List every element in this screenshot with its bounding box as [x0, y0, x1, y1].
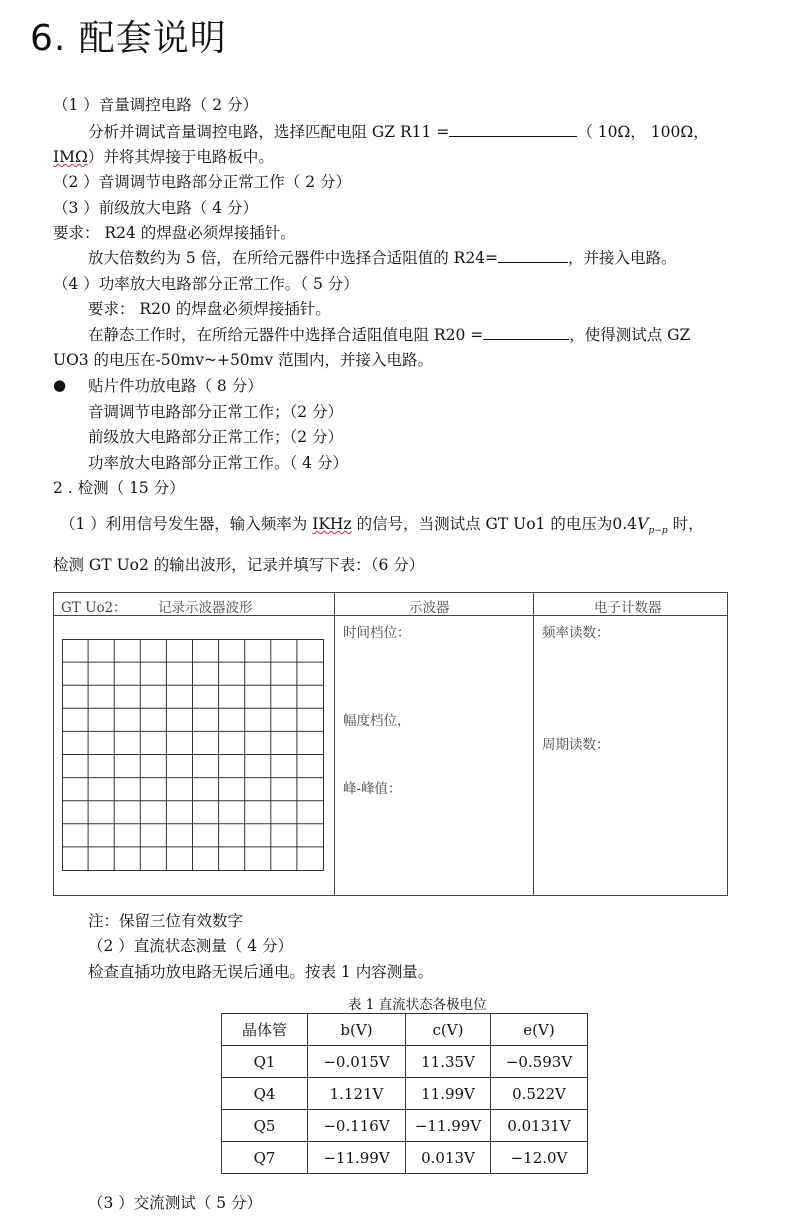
r24-tail: ，并接入电路。: [568, 249, 677, 267]
time-scale-label: 时间档位：: [343, 625, 411, 641]
header-gt-uo2: GT Uo2：: [61, 600, 127, 616]
siggen-tail: 时，: [672, 515, 704, 533]
vpp-label: 峰-峰值：: [343, 781, 402, 797]
vpp-subscript: p−p: [648, 526, 668, 537]
table-cell: 11.99V: [406, 1078, 491, 1110]
note: 注：保留三位有效数字: [88, 912, 244, 930]
table-cell: −11.99V: [406, 1110, 491, 1142]
line-r20: [88, 325, 690, 345]
waveform-grid: [62, 639, 324, 871]
r24-blank: [498, 248, 568, 263]
table-row: [222, 1046, 588, 1078]
table-cell: 1.121V: [308, 1078, 406, 1110]
table-cell: Q5: [222, 1110, 308, 1142]
table-cell: −12.0V: [491, 1142, 588, 1174]
siggen-text2: 的信号，当测试点 GT Uo1 的电压为: [356, 515, 613, 533]
table-row: [222, 1110, 588, 1142]
header-cell: b(V): [308, 1014, 406, 1046]
table1: [221, 1013, 588, 1174]
r24-text: 放大倍数约为 5 倍，在所给元器件中选择合适阻值的 R24=: [88, 249, 499, 267]
section-detection: 2 . 检测（ 15 分）: [53, 479, 185, 497]
header-oscilloscope: 示波器: [409, 600, 450, 616]
table-cell: Q4: [222, 1078, 308, 1110]
line-record: 检测 GT Uo2 的输出波形，记录并填写下表：（6 分）: [53, 556, 425, 574]
item-ac-test: （3 ）交流测试（ 5 分）: [88, 1194, 263, 1212]
r11-blank: [449, 122, 577, 137]
table-cell: −0.116V: [308, 1110, 406, 1142]
imohm-text: IMΩ: [53, 148, 88, 166]
siggen-text: （1 ）利用信号发生器，输入频率为: [60, 515, 308, 533]
table-cell: 0.013V: [406, 1142, 491, 1174]
item-dc-measure: （2 ）直流状态测量（ 4 分）: [88, 937, 294, 955]
col-divider-2: [533, 593, 534, 895]
header-cell: e(V): [491, 1014, 588, 1046]
table-cell: Q7: [222, 1142, 308, 1174]
table-cell: −0.593V: [491, 1046, 588, 1078]
line-r11: [88, 122, 709, 142]
col-divider-1: [334, 593, 335, 895]
bullet-icon: ●: [53, 376, 67, 394]
table-row: [222, 1142, 588, 1174]
record-table: [53, 592, 728, 896]
amp-scale-label: 幅度档位，: [343, 713, 411, 729]
item-smd-amp: 贴片件功放电路（ 8 分）: [88, 377, 263, 395]
r20-text: 在静态工作时，在所给元器件中选择合适阻值电阻 R20 =: [88, 326, 484, 344]
table-cell: 11.35V: [406, 1046, 491, 1078]
table-cell: −11.99V: [308, 1142, 406, 1174]
dc-instruction: 检查直插功放电路无误后通电。按表 1 内容测量。: [88, 963, 434, 981]
sub-power: 功率放大电路部分正常工作。（ 4 分）: [88, 454, 348, 472]
item-volume-control: （1 ）音量调控电路（ 2 分）: [53, 96, 259, 114]
page-title: 6. 配套说明: [30, 18, 227, 59]
header-counter: 电子计数器: [594, 600, 662, 616]
sub-tone: 音调调节电路部分正常工作；（2 分）: [88, 403, 344, 421]
vpp-symbol: V: [636, 514, 649, 533]
vpp-value: [612, 514, 668, 537]
table-cell: Q1: [222, 1046, 308, 1078]
line-signal-gen: [60, 514, 704, 541]
r20-tail: ，使得测试点 GZ: [569, 326, 691, 344]
freq-reading-label: 频率读数：: [542, 625, 610, 641]
line-r11-cont: [53, 147, 274, 167]
table-row: [222, 1014, 588, 1046]
req-r24: 要求： R24 的焊盘必须焊接插针。: [53, 224, 296, 242]
header-record-waveform: 记录示波器波形: [158, 600, 253, 616]
r20-blank: [483, 325, 569, 340]
item-preamp: （3 ）前级放大电路（ 4 分）: [53, 199, 259, 217]
r11-cont-text: ）并将其焊接于电路板中。: [87, 148, 274, 166]
line-r24: [88, 248, 677, 268]
item-tone-control: （2 ）音调调节电路部分正常工作（ 2 分）: [53, 173, 352, 191]
item-power-amp: （4 ）功率放大电路部分正常工作。（ 5 分）: [53, 275, 359, 293]
table-row: [222, 1078, 588, 1110]
table-cell: 0.522V: [491, 1078, 588, 1110]
line-uo3: UO3 的电压在-50mv~+50mv 范围内，并接入电路。: [53, 351, 434, 369]
table-cell: −0.015V: [308, 1046, 406, 1078]
header-cell: 晶体管: [222, 1014, 308, 1046]
header-cell: c(V): [406, 1014, 491, 1046]
freq-text: IKHz: [312, 515, 352, 533]
sub-preamp: 前级放大电路部分正常工作；（2 分）: [88, 428, 344, 446]
table1-caption: 表 1 直流状态各极电位: [348, 997, 487, 1013]
r11-options: （ 10Ω， 100Ω，: [577, 123, 709, 141]
req-r20: 要求： R20 的焊盘必须焊接插针。: [88, 300, 331, 318]
vpp-number: 0.4: [612, 515, 637, 533]
table-cell: 0.0131V: [491, 1110, 588, 1142]
r11-text: 分析并调试音量调控电路，选择匹配电阻 GZ R11 =: [88, 123, 450, 141]
period-reading-label: 周期读数：: [542, 737, 610, 753]
